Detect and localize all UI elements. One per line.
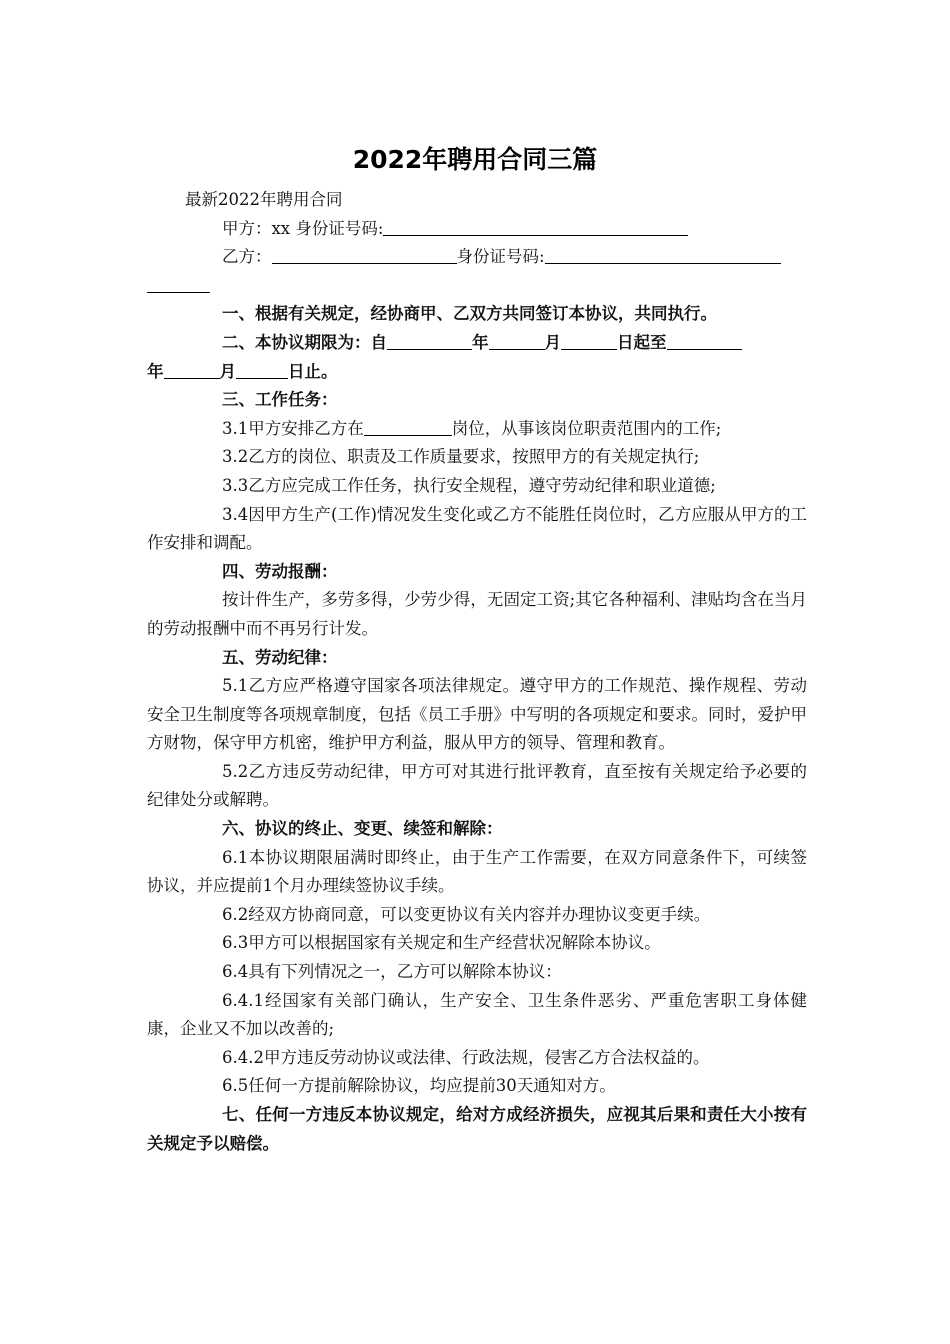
clause-3-2: 3.2乙方的岗位、职责及工作质量要求，按照甲方的有关规定执行; [222,447,700,467]
clause-6-2: 6.2经双方协商同意，可以变更协议有关内容并办理协议变更手续。 [222,904,711,924]
document-title: 2022年聘用合同三篇 [352,145,598,174]
month-label-2: 月 [219,361,236,381]
party-a-id-blank[interactable] [383,218,688,236]
start-year-blank[interactable] [387,332,472,350]
clause-2 [147,329,807,386]
position-blank[interactable] [364,418,452,436]
section-6-heading: 六、协议的终止、变更、续签和解除： [222,819,503,839]
section-4-heading: 四、劳动报酬： [222,561,338,581]
clause-4: 按计件生产，多劳多得，少劳少得，无固定工资;其它各种福利、津贴均含在当月的劳动报酬中而不再另行计发。 [147,590,807,638]
year-label-2: 年 [147,361,164,381]
clause-6-5: 6.5任何一方提前解除协议，均应提前30天通知对方。 [222,1076,616,1096]
month-label: 月 [544,332,561,352]
clause-6-4-2: 6.4.2甲方违反劳动协议或法律、行政法规，侵害乙方合法权益的。 [222,1047,710,1067]
start-month-blank[interactable] [489,332,545,350]
subtitle: 最新2022年聘用合同 [185,190,343,209]
clause-3-1-b: 岗位，从事该岗位职责范围内的工作; [451,418,722,438]
party-b-line [147,243,807,272]
year-label: 年 [472,332,489,352]
day-from-label: 日起至 [617,332,667,352]
clause-6-4: 6.4具有下列情况之一，乙方可以解除本协议： [222,962,562,982]
clause-3-1 [147,415,807,444]
clause-3-3: 3.3乙方应完成工作任务，执行安全规程，遵守劳动纪律和职业道德; [222,475,716,495]
party-a-line [147,215,807,244]
party-a-label: 甲方：xx 身份证号码: [222,218,384,238]
party-b-id-continuation [147,272,807,301]
start-day-blank[interactable] [561,332,617,350]
party-b-label: 乙方： [222,247,272,267]
document-body [147,186,807,1158]
clause-6-1: 6.1本协议期限届满时即终止，由于生产工作需要，在双方同意条件下，可续签协议，并应提前1个月办理续签协议手续。 [147,847,807,896]
end-year-blank[interactable] [667,332,742,350]
clause-6-4-1: 6.4.1经国家有关部门确认，生产安全、卫生条件恶劣、严重危害职工身体健康，企业又不加以改善的; [147,990,807,1039]
party-b-id-blank[interactable] [545,247,781,265]
clause-7: 七、任何一方违反本协议规定，给对方成经济损失，应视其后果和责任大小按有关规定予以赔偿。 [147,1105,807,1153]
day-end-label: 日止。 [288,361,338,381]
clause-3-4: 3.4因甲方生产(工作)情况发生变化或乙方不能胜任岗位时，乙方应服从甲方的工作安排和调配。 [147,504,807,553]
section-5-heading: 五、劳动纪律： [222,647,338,667]
party-b-name-blank[interactable] [272,247,457,265]
clause-5-2: 5.2乙方违反劳动纪律，甲方可对其进行批评教育，直至按有关规定给予必要的纪律处分或解聘。 [147,761,807,810]
clause-3-1-a: 3.1甲方安排乙方在 [222,418,364,438]
end-day-blank[interactable] [236,361,288,379]
clause-2-from: 二、本协议期限为：自 [222,332,387,352]
party-b-id-blank-cont[interactable] [147,275,210,293]
section-3-heading: 三、工作任务： [222,390,338,410]
clause-1: 一、根据有关规定，经协商甲、乙双方共同签订本协议，共同执行。 [222,304,717,324]
end-month-blank[interactable] [164,361,220,379]
clause-5-1: 5.1乙方应严格遵守国家各项法律规定。遵守甲方的工作规范、操作规程、劳动安全卫生制度等各项规章制度，包括《员工手册》中写明的各项规定和要求。同时，爱护甲方财物，保守甲方机密，维护甲方利益，服从甲方的领导、管理和教育。 [147,676,807,753]
clause-6-3: 6.3甲方可以根据国家有关规定和生产经营状况解除本协议。 [222,933,661,953]
party-b-id-label: 身份证号码: [456,247,545,267]
